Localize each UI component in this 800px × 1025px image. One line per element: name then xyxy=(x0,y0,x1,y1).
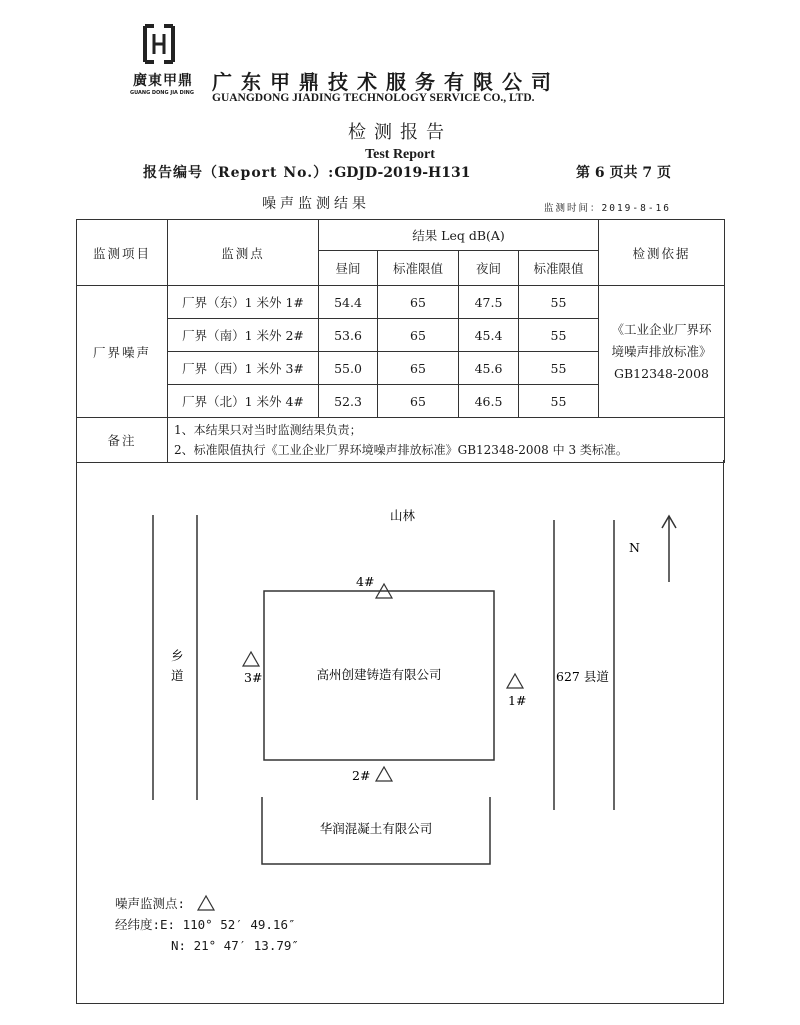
company-name-en: GUANGDONG JIADING TECHNOLOGY SERVICE CO., LTD. xyxy=(212,92,535,104)
row-day-limit: 65 xyxy=(378,286,459,319)
row-night-limit: 55 xyxy=(519,319,599,352)
remark-label: 备注 xyxy=(77,418,168,463)
logo-chinese-text: 廣東甲鼎 xyxy=(133,73,193,89)
row-point: 厂界（北）1 米外 4# xyxy=(168,385,319,418)
legend-coordinates xyxy=(115,914,299,935)
label-point-1: 1# xyxy=(508,693,527,708)
report-title-cn: 检测报告 xyxy=(348,122,452,143)
results-table-wrapper xyxy=(76,219,725,463)
legend xyxy=(115,893,299,956)
row-day-limit: 65 xyxy=(378,352,459,385)
triangle-icon xyxy=(507,674,523,688)
row-point: 厂界（西）1 米外 3# xyxy=(168,352,319,385)
row-night: 45.6 xyxy=(459,352,519,385)
label-factory: 高州创建铸造有限公司 xyxy=(316,667,442,682)
report-number-value: GDJD-2019-H131 xyxy=(334,165,471,181)
row-day-limit: 65 xyxy=(378,385,459,418)
row-night-limit: 55 xyxy=(519,385,599,418)
label-point-3: 3# xyxy=(244,670,263,685)
company-logo xyxy=(108,24,208,104)
row-point: 厂界（南）1 米外 2# xyxy=(168,319,319,352)
results-table xyxy=(76,219,725,463)
row-night-limit: 55 xyxy=(519,352,599,385)
header-result: 结果 Leq dB(A) xyxy=(319,220,599,251)
report-title-en: Test Report xyxy=(365,147,435,162)
header-day: 昼间 xyxy=(319,251,378,286)
monitoring-date: 监测时间：2019-8-16 xyxy=(544,203,671,214)
row-night: 45.4 xyxy=(459,319,519,352)
table-row xyxy=(77,286,725,319)
coord-north: N: 21° 47′ 13.79″ xyxy=(171,938,299,953)
row-night: 46.5 xyxy=(459,385,519,418)
legend-monitor-point: 噪声监测点: xyxy=(115,896,186,911)
report-number-label: 报告编号（Report No.）: xyxy=(143,165,335,181)
item-name: 厂界噪声 xyxy=(77,286,168,418)
row-day: 54.4 xyxy=(319,286,378,319)
label-west-road xyxy=(171,648,184,683)
basis-line-1: 《工业企业厂界环 xyxy=(611,321,712,337)
remark-line-2: 2、标准限值执行《工业企业厂界环境噪声排放标准》GB12348-2008 中 3 类标准。 xyxy=(174,443,628,457)
remark-line-1: 1、本结果只对当时监测结果负责； xyxy=(174,423,362,437)
triangle-icon xyxy=(243,652,259,666)
label-point-4: 4# xyxy=(356,574,375,589)
west-road-char: 道 xyxy=(171,668,184,683)
west-road-char: 乡 xyxy=(171,648,184,663)
header-basis: 检测依据 xyxy=(599,220,725,286)
remark-cell xyxy=(168,418,725,463)
label-north: N xyxy=(629,540,640,555)
coord-east: E: 110° 52′ 49.16″ xyxy=(160,917,296,932)
logo-english-text: GUANG DONG JIA DING xyxy=(130,90,194,96)
row-day: 52.3 xyxy=(319,385,378,418)
row-day-limit: 65 xyxy=(378,319,459,352)
header-night-limit: 标准限值 xyxy=(519,251,599,286)
row-day: 55.0 xyxy=(319,352,378,385)
header-item: 监测项目 xyxy=(77,220,168,286)
basis-line-3: GB12348-2008 xyxy=(614,365,709,381)
header-night: 夜间 xyxy=(459,251,519,286)
header-point: 监测点 xyxy=(168,220,319,286)
row-night-limit: 55 xyxy=(519,286,599,319)
label-south-company: 华润混凝土有限公司 xyxy=(319,821,433,836)
page-info: 第 6 页共 7 页 xyxy=(576,165,671,181)
logo-emblem-icon xyxy=(142,24,176,64)
header-day-limit: 标准限值 xyxy=(378,251,459,286)
basis-cell xyxy=(599,286,725,418)
section-title: 噪声监测结果 xyxy=(262,196,370,212)
label-north-forest: 山林 xyxy=(390,508,416,523)
label-east-road: 627 县道 xyxy=(556,669,609,684)
report-number xyxy=(143,162,471,182)
basis-line-2: 境噪声排放标准》 xyxy=(611,343,712,359)
row-day: 53.6 xyxy=(319,319,378,352)
company-name-cn: 广东甲鼎技术服务有限公司 xyxy=(212,70,560,94)
row-night: 47.5 xyxy=(459,286,519,319)
row-point: 厂界（东）1 米外 1# xyxy=(168,286,319,319)
label-point-2: 2# xyxy=(352,768,371,783)
triangle-icon xyxy=(376,767,392,781)
coord-label: 经纬度: xyxy=(115,917,161,932)
